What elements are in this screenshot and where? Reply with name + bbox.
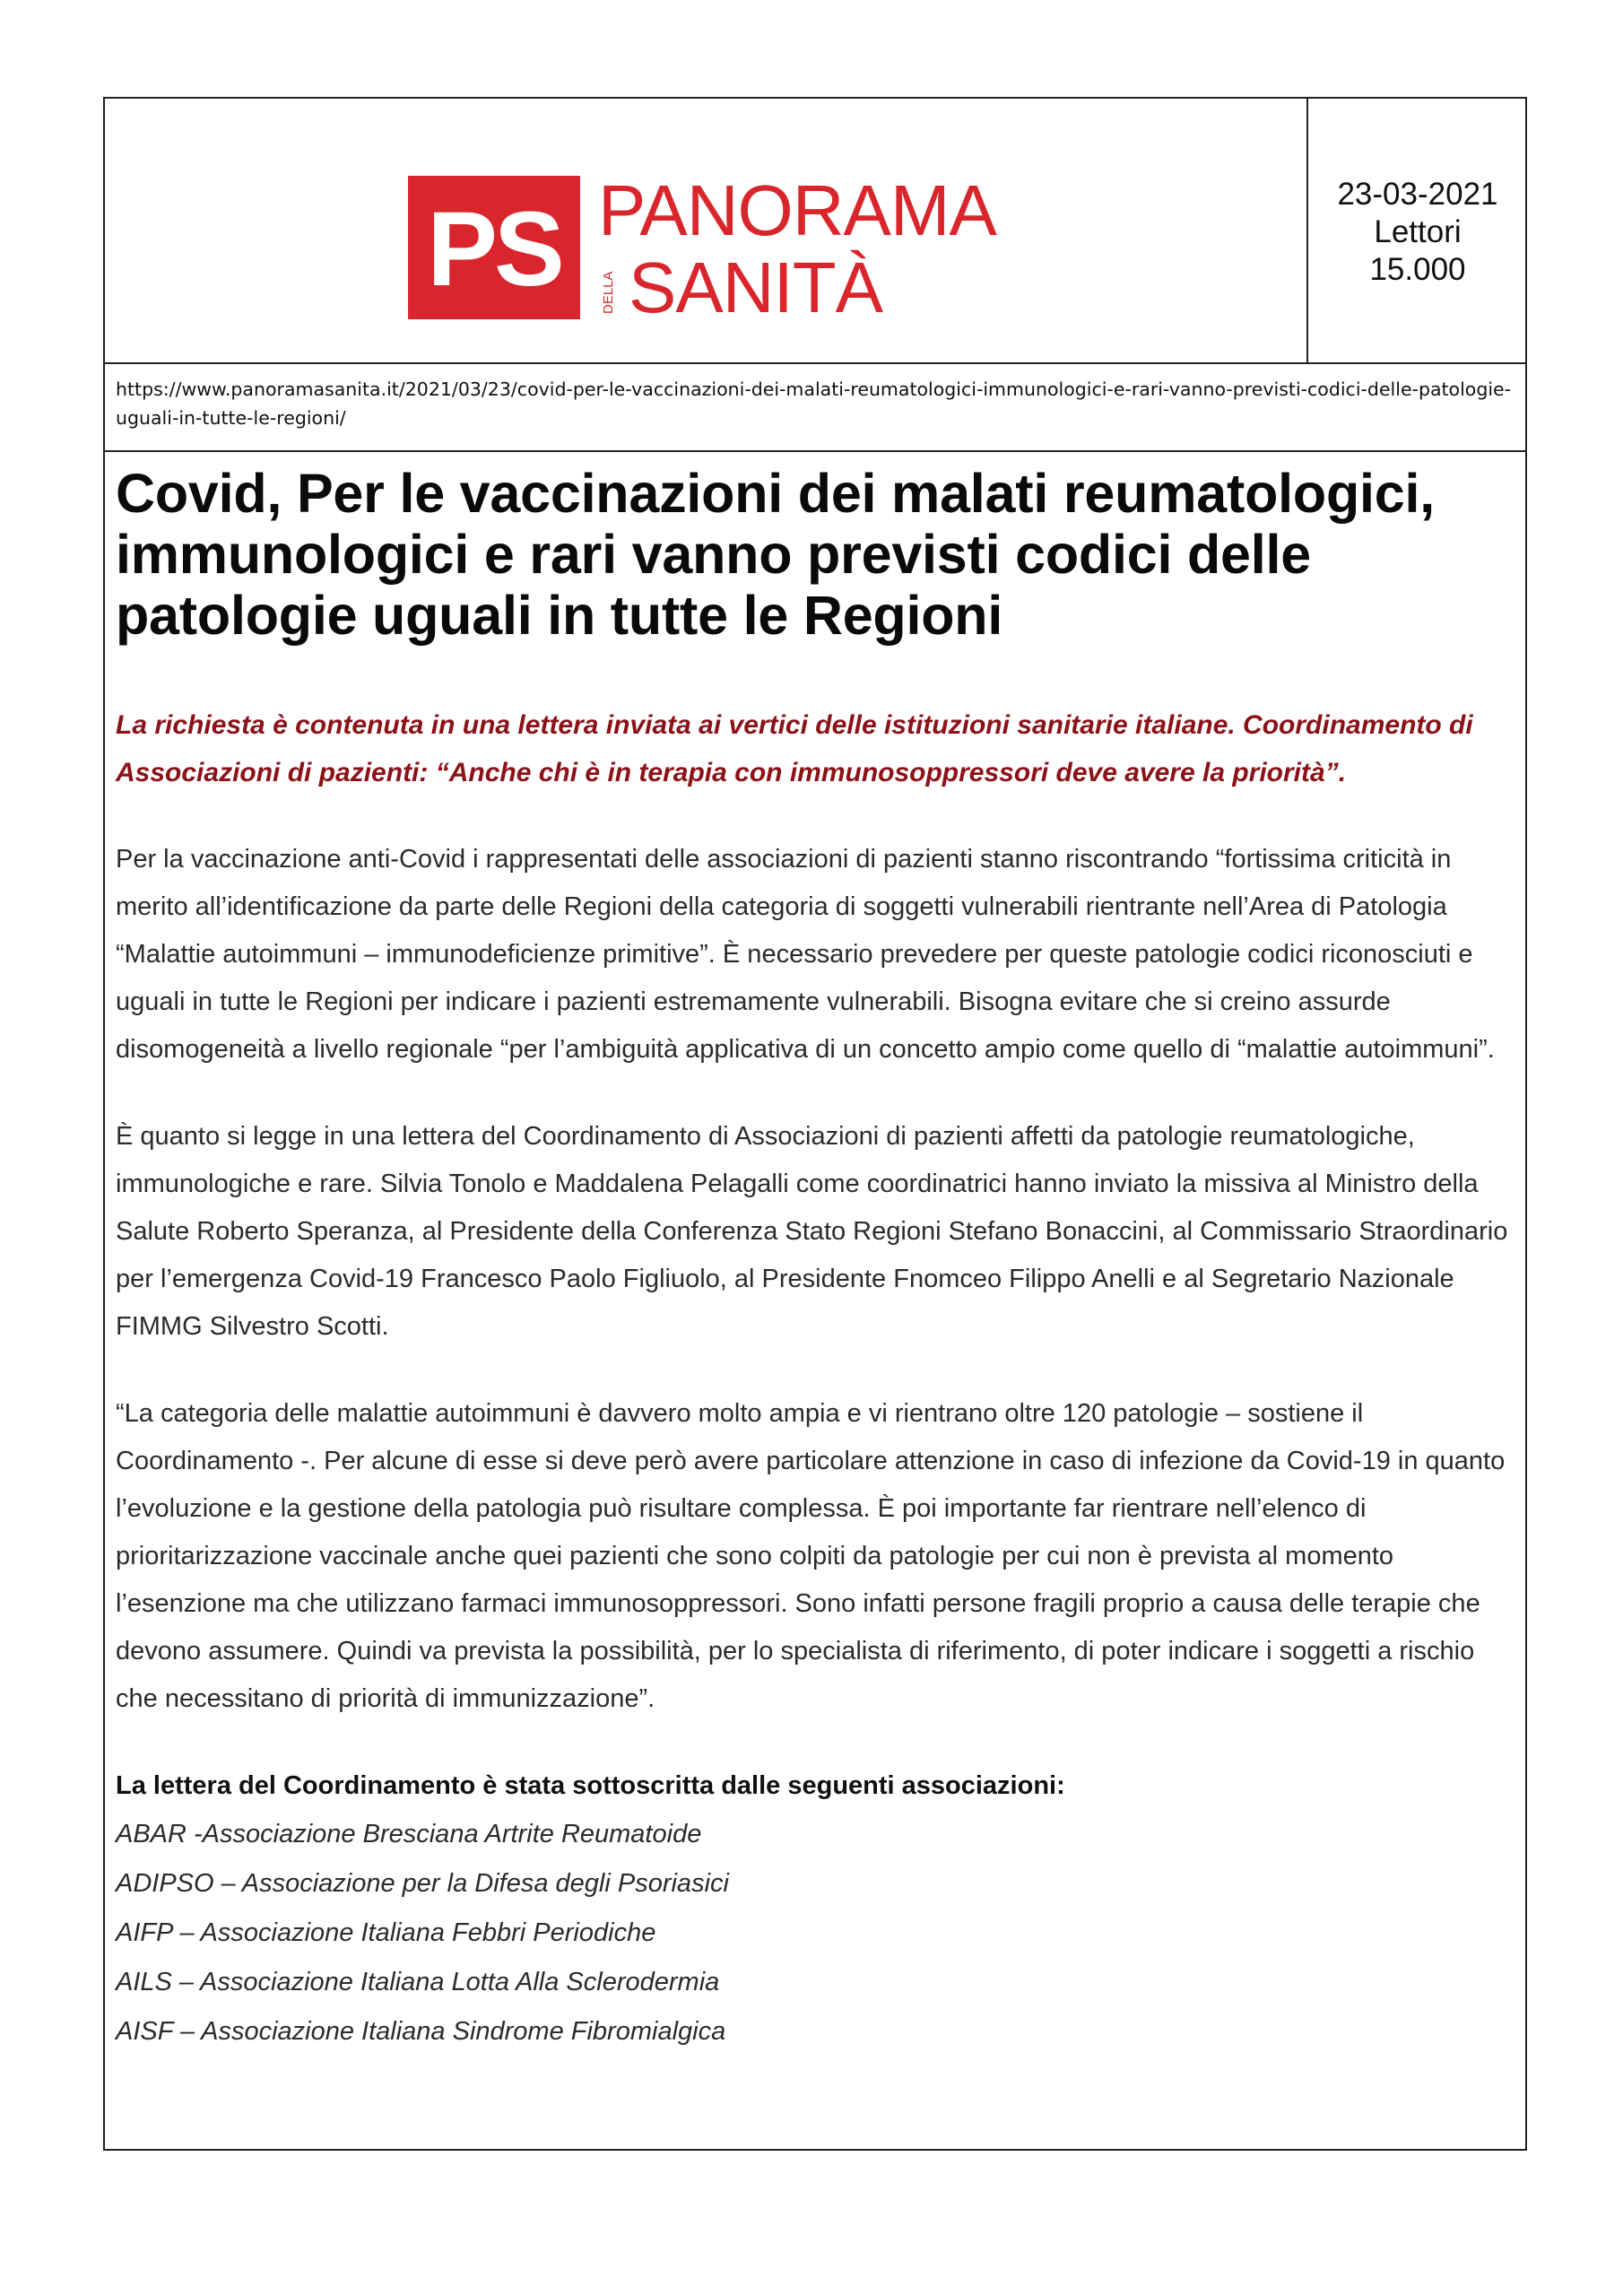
- readers-label: Lettori: [1374, 214, 1462, 249]
- logo-mark: PS: [427, 190, 561, 309]
- panorama-sanita-logo: [408, 176, 1018, 319]
- paragraph-1: Per la vaccinazione anti-Covid i rappresentati delle associazioni di pazienti stanno riscontrando “fortissima criticità in merito all’identificazione da parte delle Regioni della categoria di soggetti vulnerabili rientrante nell’Area di Patologia “Malattie autoimmuni – immunodeficienze primitive”. È necessario prevedere per queste patologie codici riconosciuti e uguali in tutte le Regioni per indicare i pazienti estremamente vulnerabili. Bisogna evitare che si creino assurde disomogeneità a livello regionale “per l’ambiguità applicativa di un concetto ampio come quello di “malattie autoimmuni”.: [116, 845, 1495, 1064]
- readers-value: 15.000: [1369, 252, 1466, 287]
- article-body: [116, 452, 1520, 2057]
- source-url[interactable]: https://www.panoramasanita.it/2021/03/23/covid-per-le-vaccinazioni-dei-malati-reumatologici-immunologici-e-rari-vanno-previsti-codici-delle-patologie-uguali-in-tutte-le-regioni/: [105, 364, 1525, 452]
- paragraph-3: “La categoria delle malattie autoimmuni è davvero molto ampia e vi rientrano oltre 120 patologie – sostiene il Coordinamento -. Per alcune di esse si deve però avere particolare attenzione in caso di infezione da Covid-19 in quanto l’evoluzione e la gestione della patologia può risultare complessa. È poi importante far rientrare nell’elenco di prioritarizzazione vaccinale anche quei pazienti che sono colpiti da patologie per cui non è prevista al momento l’esenzione ma che utilizzano farmaci immunosoppressori. Sono infatti persone fragili proprio a causa delle terapie che devono assumere. Quindi va prevista la possibilità, per lo specialista di riferimento, di poter indicare i soggetti a rischio che necessitano di priorità di immunizzazione”.: [116, 1399, 1506, 1713]
- logo-cell: [105, 99, 1308, 362]
- logo-word-sanita: SANITÀ: [629, 248, 882, 319]
- association-item: AILS – Associazione Italiana Lotta Alla Sclerodermia: [116, 1968, 720, 1996]
- association-item: ABAR -Associazione Bresciana Artrite Reumatoide: [116, 1820, 702, 1848]
- association-item: AISF – Associazione Italiana Sindrome Fibromialgica: [116, 2017, 726, 2046]
- logo-word-panorama: PANORAMA: [598, 176, 996, 250]
- association-item: ADIPSO – Associazione per la Difesa degli Psoriasici: [116, 1869, 729, 1898]
- associations-title: La lettera del Coordinamento è stata sottoscritta dalle seguenti associazioni:: [116, 1771, 1065, 1800]
- article-title: Covid, Per le vaccinazioni dei malati reumatologici, immunologici e rari vanno previsti codici delle patologie uguali in tutte le Regioni: [116, 463, 1435, 646]
- article-lead: La richiesta è contenuta in una lettera inviata ai vertici delle istituzioni sanitarie italiane. Coordinamento di Associazioni di pazienti: “Anche chi è in terapia con immunosoppressori deve avere la priorità”.: [116, 710, 1473, 787]
- header-row: [105, 99, 1525, 364]
- publication-date: 23-03-2021: [1337, 177, 1498, 212]
- logo-word-della: DELLA: [601, 271, 616, 314]
- clipping-frame: [103, 97, 1527, 2151]
- paragraph-2: È quanto si legge in una lettera del Coordinamento di Associazioni di pazienti affetti da patologie reumatologiche, immunologiche e rare. Silvia Tonolo e Maddalena Pelagalli come coordinatrici hanno inviato la missiva al Ministro della Salute Roberto Speranza, al Presidente della Conferenza Stato Regioni Stefano Bonaccini, al Commissario Straordinario per l’emergenza Covid-19 Francesco Paolo Figliuolo, al Presidente Fnomceo Filippo Anelli e al Segretario Nazionale FIMMG Silvestro Scotti.: [116, 1122, 1508, 1341]
- meta-cell: [1308, 99, 1527, 362]
- association-item: AIFP – Associazione Italiana Febbri Periodiche: [116, 1918, 656, 1947]
- associations-list: [116, 1810, 1520, 2057]
